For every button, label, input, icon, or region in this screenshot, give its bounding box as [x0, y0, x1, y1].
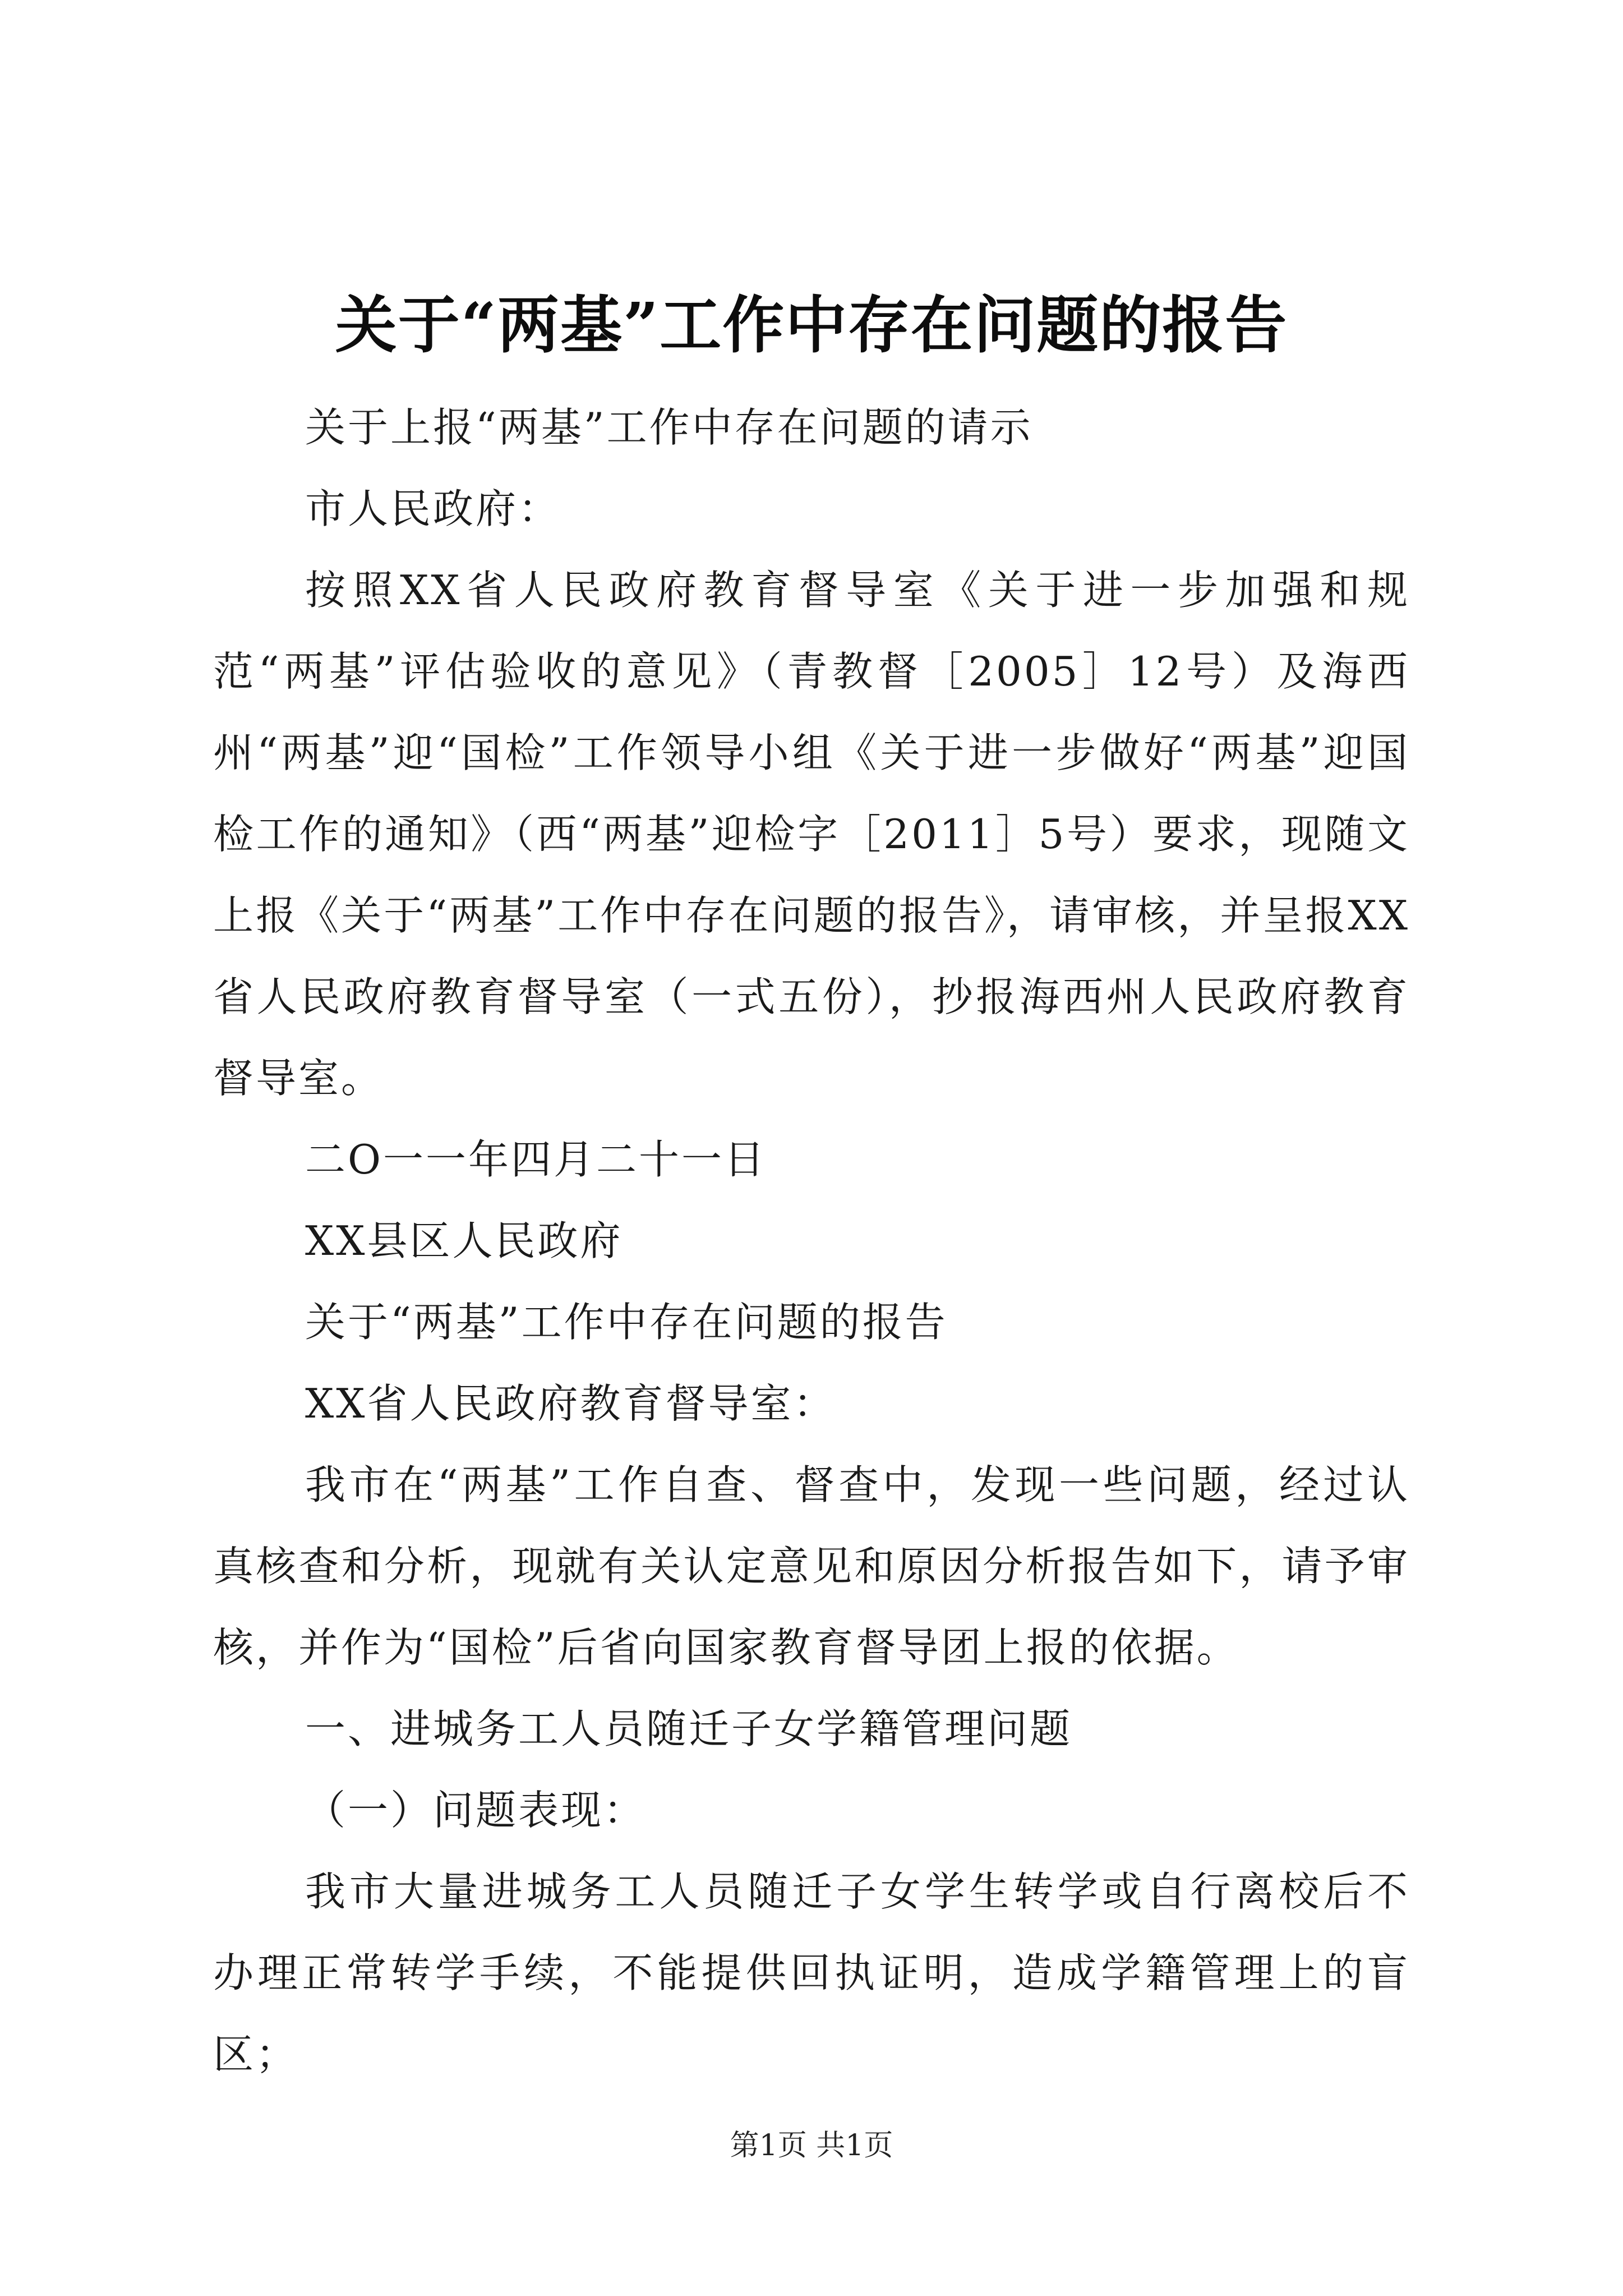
report-heading: 关于“两基”工作中存在问题的报告	[305, 1299, 948, 1346]
request-heading: 关于上报“两基”工作中存在问题的请示	[305, 404, 1033, 451]
section-body: 我市大量进城务工人员随迁子女学生转学或自行离校后不办理正常转学手续，不能提供回执证明，造成学籍管理上的盲区；	[213, 1868, 1410, 2078]
page-footer: 第1页 共1页	[730, 2129, 893, 2162]
document-title: 关于“两基”工作中存在问题的报告	[335, 289, 1288, 361]
date-line: 二O一一年四月二十一日	[305, 1136, 767, 1183]
subsection-heading: （一）问题表现：	[305, 1787, 647, 1834]
sender-line: XX县区人民政府	[305, 1217, 623, 1264]
document-body	[213, 387, 1410, 2095]
request-body: 按照XX省人民政府教育督导室《关于进一步加强和规范“两基”评估验收的意见》（青教督［2005］12号）及海西州“两基”迎“国检”工作领导小组《关于进一步做好“两基”迎国检工作的通知》（西“两基”迎检字［2011］5号）要求，现随文上报《关于“两基”工作中存在问题的报告》，请审核，并呈报XX省人民政府教育督导室（一式五份），抄报海西州人民政府教育督导室。	[213, 567, 1410, 1102]
recipient-line: 市人民政府：	[305, 485, 561, 532]
section-heading: 一、进城务工人员随迁子女学籍管理问题	[305, 1705, 1073, 1752]
report-intro: 我市在“两基”工作自查、督查中，发现一些问题，经过认真核查和分析，现就有关认定意见和原因分析报告如下，请予审核，并作为“国检”后省向国家教育督导团上报的依据。	[213, 1461, 1410, 1671]
report-recipient-line: XX省人民政府教育督导室：	[305, 1380, 836, 1427]
